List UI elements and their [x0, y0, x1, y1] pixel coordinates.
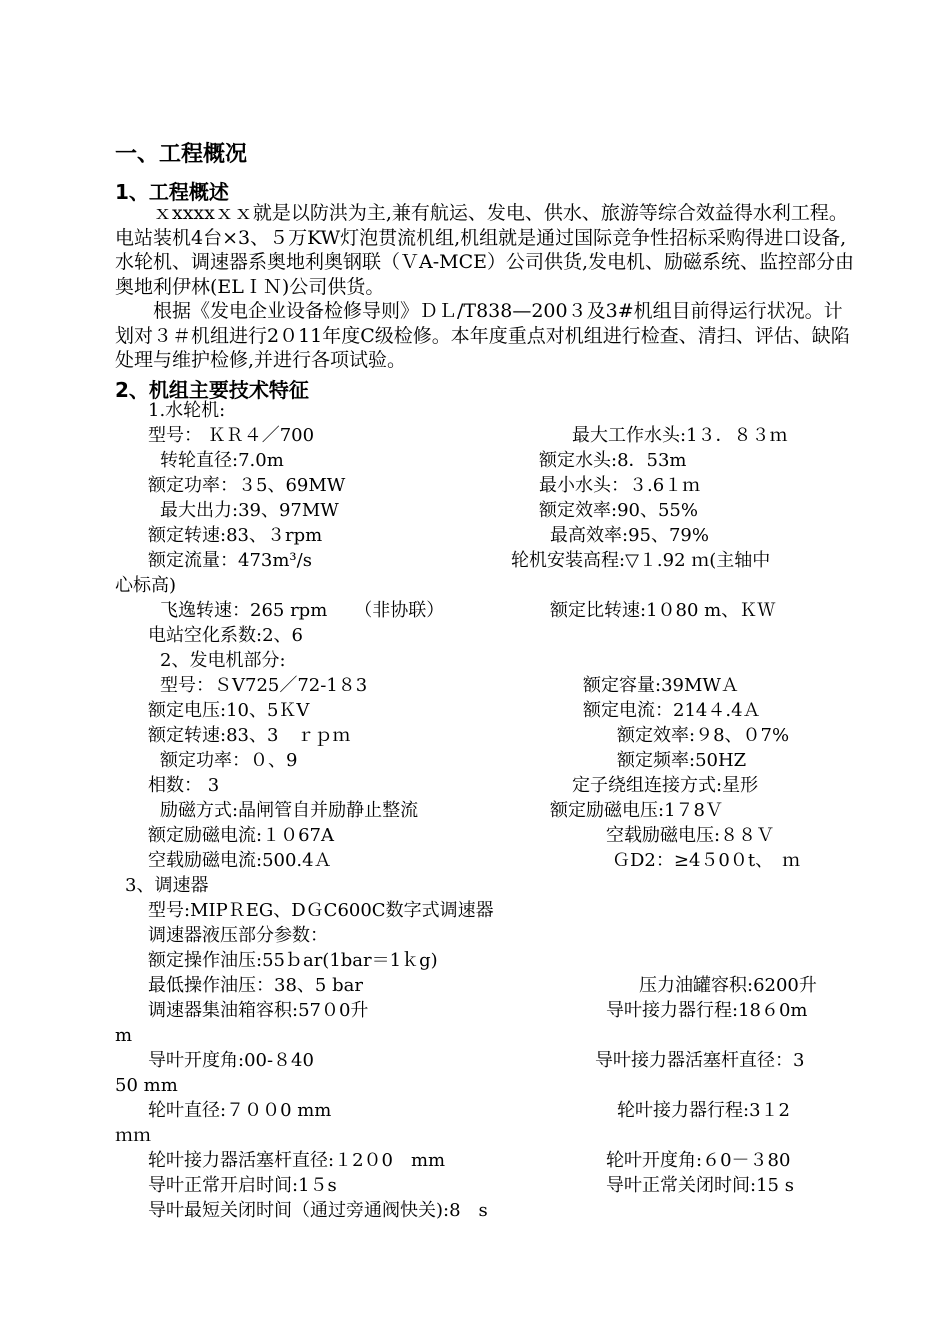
generator-rated-current: 额定电流：214４.4Ａ: [583, 700, 761, 721]
turbine-max-eff: 最高效率:95、79%: [550, 525, 709, 546]
generator-power-factor: 额定功率：０、9: [160, 750, 298, 771]
section-title: 一、工程概况: [115, 142, 248, 167]
turbine-heading: 1.水轮机:: [148, 400, 226, 421]
turbine-min-head: 最小水头：３.6１ｍ: [539, 475, 701, 496]
governor-blade-servo-stroke-cont: ｍｍ: [115, 1125, 151, 1146]
turbine-runaway-speed: 飞逸转速：265 rpm （非协联）: [160, 600, 445, 621]
generator-phases: 相数： 3: [148, 775, 220, 796]
generator-excitation-mode: 励磁方式:晶闸管自并励静止整流: [160, 800, 419, 821]
subsection-title-overview: 1、工程概述: [115, 180, 229, 204]
governor-model: 型号:MIPＲEG、DＧC600C数字式调速器: [148, 900, 494, 921]
overview-text-2: 根据《发电企业设备检修导则》ＤＬ/T838—200３及3#机组目前得运行状况。计划对３＃机组进行2０11年度C级检修。本年度重点对机组进行检查、清扫、评估、缺陷处理与维护检修,并进行各项试验。: [115, 300, 850, 371]
governor-gv-piston-dia-cont: 50 mm: [115, 1075, 178, 1096]
turbine-rated-speed: 额定转速:83、３rpm: [148, 525, 323, 546]
turbine-rated-flow: 额定流量：473m³/s: [148, 550, 312, 571]
subsection-title-specs: 2、机组主要技术特征: [115, 378, 309, 402]
turbine-rated-power: 额定功率：３5、69MW: [148, 475, 346, 496]
overview-text-1: ｘxxxxｘｘ就是以防洪为主,兼有航运、发电、供水、旅游等综合效益得水利工程。电站装机4台×3、５万KW灯泡贯流机组,机组就是通过国际竞争性招标采购得进口设备,水轮机、调速器系奥地利奥钢联（ＶA-MCE）公司供货,发电机、励磁系统、监控部分由奥地利伊林(ELＩＮ)公司供货。: [115, 202, 855, 298]
turbine-rated-eff: 额定效率:90、55%: [539, 500, 698, 521]
generator-rated-exc-voltage: 额定励磁电压:1７8Ｖ: [550, 800, 723, 821]
generator-rated-speed: 额定转速:83、3 ｒｐｍ: [148, 725, 351, 746]
turbine-max-output: 最大出力:39、97MW: [160, 500, 339, 521]
governor-gv-close-time: 导叶正常关闭时间:15 s: [606, 1175, 794, 1196]
generator-rated-exc-current: 额定励磁电流:１０67A: [148, 825, 334, 846]
turbine-specific-speed: 额定比转速:1０80 m、ＫＷ: [550, 600, 776, 621]
generator-rated-eff: 额定效率:９8、０7%: [617, 725, 790, 746]
generator-model: 型号：ＳV725／72-1８3: [160, 675, 368, 696]
generator-stator-connection: 定子绕组连接方式:星形: [572, 775, 759, 796]
governor-gv-piston-dia: 导叶接力器活塞杆直径：3: [595, 1050, 805, 1071]
governor-heading: 3、调速器: [125, 875, 209, 896]
turbine-install-elev: 轮机安装高程:▽１.92 ｍ(主轴中: [511, 550, 771, 571]
generator-gd2: ＧD2：≥4５0０t、 ｍ: [612, 850, 801, 871]
governor-gv-open-time: 导叶正常开启时间:1５s: [148, 1175, 337, 1196]
governor-sump-volume: 调速器集油箱容积:57０0升: [148, 1000, 369, 1021]
generator-rated-freq: 额定频率:50HZ: [617, 750, 747, 771]
governor-blade-opening-angle: 轮叶开度角:６0－３80: [606, 1150, 791, 1171]
turbine-cavitation: 电站空化系数:2、6: [148, 625, 303, 646]
governor-gv-servo-stroke: 导叶接力器行程:18６0m: [606, 1000, 808, 1021]
governor-hydraulic-params: 调速器液压部分参数：: [148, 925, 328, 946]
overview-paragraph-2: [115, 299, 860, 373]
turbine-model: 型号： ＫＲ４／700: [148, 425, 315, 446]
governor-gv-min-close-time: 导叶最短关闭时间（通过旁通阀快关):8 s: [148, 1200, 488, 1221]
turbine-max-head: 最大工作水头:1３．８３ｍ: [572, 425, 788, 446]
generator-heading: 2、发电机部分:: [160, 650, 286, 671]
overview-paragraph-1: [115, 201, 860, 299]
governor-blade-servo-stroke: 轮叶接力器行程:3１2: [617, 1100, 790, 1121]
governor-blade-dia: 轮叶直径:７００0 mm: [148, 1100, 332, 1121]
turbine-rated-head: 额定水头:8．53m: [539, 450, 687, 471]
governor-tank-volume: 压力油罐容积:6200升: [639, 975, 817, 996]
governor-gv-opening-angle: 导叶开度角:00-８40: [148, 1050, 314, 1071]
governor-rated-oil-pressure: 额定操作油压:55ｂar(1bar＝1ｋg): [148, 950, 438, 971]
governor-gv-servo-stroke-cont: m: [115, 1025, 133, 1046]
turbine-install-elev-cont: 心标高): [115, 575, 177, 596]
governor-blade-piston-dia: 轮叶接力器活塞杆直径:１2０0 mm: [148, 1150, 446, 1171]
generator-noload-exc-voltage: 空载励磁电压:８８Ｖ: [606, 825, 775, 846]
generator-noload-exc-current: 空载励磁电流:500.4Ａ: [148, 850, 332, 871]
generator-rated-voltage: 额定电压:10、5ＫV: [148, 700, 310, 721]
turbine-runner-dia: 转轮直径:7.0m: [160, 450, 284, 471]
governor-min-oil-pressure: 最低操作油压：38、5 bar: [148, 975, 363, 996]
generator-rated-capacity: 额定容量:39MWＡ: [583, 675, 739, 696]
